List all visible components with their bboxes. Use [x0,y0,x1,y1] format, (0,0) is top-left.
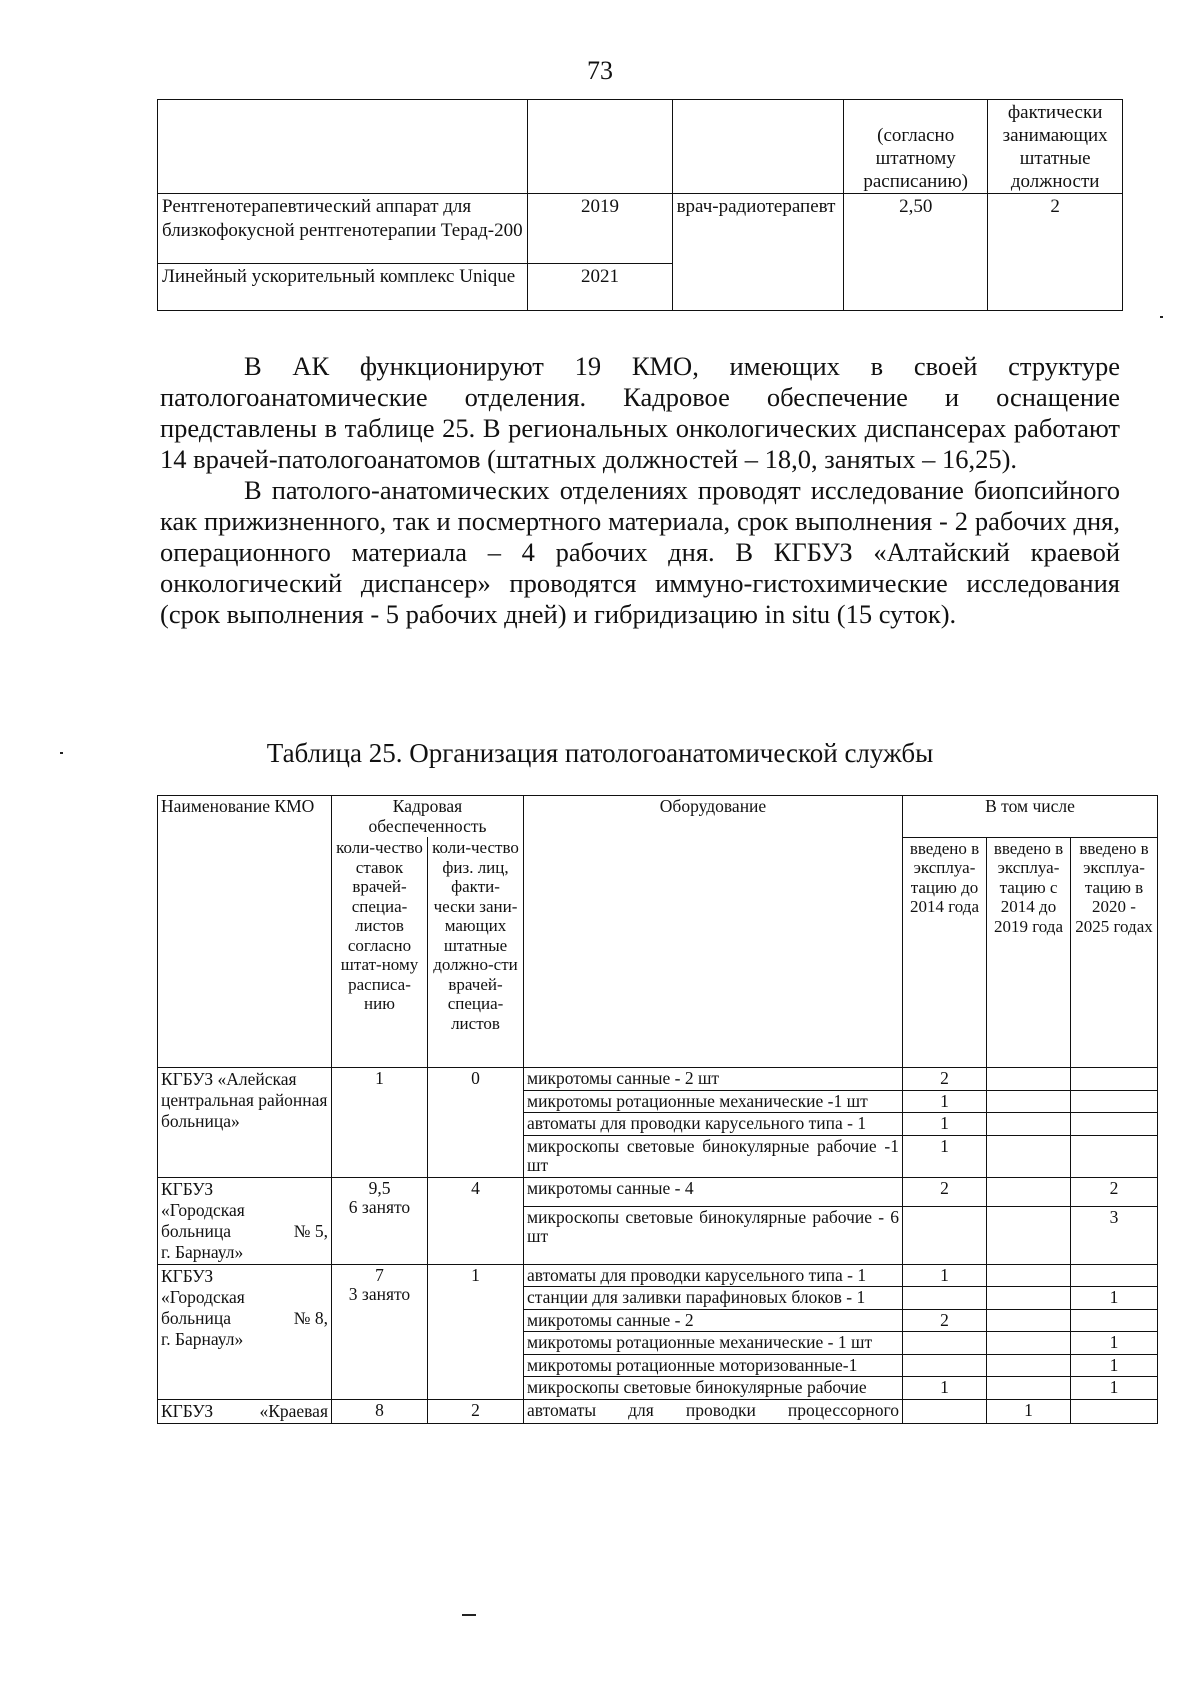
staff-rate: 2,50 [844,194,988,311]
top-table-header-row [158,100,1123,194]
header-row [158,796,1158,838]
value-2020-2025: 1 [1071,1377,1158,1400]
header-including: В том числе [903,796,1158,838]
table-row [158,1264,1158,1287]
header-2014-2019: введено в эксплуа-тацию с 2014 до 2019 года [987,837,1071,1068]
value-2020-2025: 2 [1071,1177,1158,1206]
value-2014-2019 [987,1177,1071,1206]
value-before-2014: 2 [903,1068,987,1091]
value-before-2014 [903,1206,987,1264]
value-2014-2019 [987,1068,1071,1091]
equipment-name: Рентгенотерапевтический аппарат для близкофокусной рентгенотерапии Терад-200 [158,194,528,264]
value-before-2014: 1 [903,1377,987,1400]
kmo-persons: 4 [428,1177,524,1264]
header-rates: коли-чество ставок врачей-специа-листов согласно штат-ному расписа-нию [332,837,428,1068]
value-before-2014: 1 [903,1090,987,1113]
value-2014-2019 [987,1090,1071,1113]
equipment-item: микроскопы световые бинокулярные рабочие - 6 шт [524,1206,903,1264]
equipment-name: Линейный ускорительный комплекс Unique [158,264,528,311]
value-2014-2019 [987,1354,1071,1377]
body-text [160,351,1120,630]
table-row [158,1399,1158,1423]
value-before-2014: 2 [903,1309,987,1332]
kmo-name: КГБУЗ «Краевая [158,1399,332,1423]
value-before-2014: 2 [903,1177,987,1206]
equipment-year: 2021 [528,264,672,311]
value-2014-2019 [987,1332,1071,1355]
value-2020-2025 [1071,1135,1158,1177]
kmo-name: КГБУЗ «Городская больница № 5, г. Барнаул» [158,1177,332,1264]
equipment-item: микроскопы световые бинокулярные рабочие [524,1377,903,1400]
value-2014-2019 [987,1113,1071,1136]
value-2014-2019 [987,1377,1071,1400]
equipment-item: микроскопы световые бинокулярные рабочие -1 шт [524,1135,903,1177]
paragraph-2: В патолого-анатомических отделениях проводят исследование биопсийного как прижизненного, так и посмертного материала, срок выполнения - 2 рабочих дня, операционного материала – 4 рабочих дня. В КГБУЗ «Алтайский краевой онкологический диспансер» проводятся иммуно-гистохимические исследования (срок выполнения - 5 рабочих дней) и гибридизацию in situ (15 суток). [160,475,1120,629]
value-2020-2025: 1 [1071,1287,1158,1310]
kmo-persons: 2 [428,1399,524,1423]
value-before-2014 [903,1287,987,1310]
equipment-item: микротомы ротационные моторизованные-1 [524,1354,903,1377]
value-2020-2025 [1071,1113,1158,1136]
value-before-2014 [903,1354,987,1377]
kmo-rates: 8 [332,1399,428,1423]
value-2014-2019 [987,1206,1071,1264]
specialist: врач-радиотерапевт [672,194,844,311]
kmo-name: КГБУЗ «Городская больница № 8, г. Барнаул» [158,1264,332,1399]
kmo-persons: 0 [428,1068,524,1178]
scan-speck [462,1614,476,1616]
top-equipment-table [157,99,1123,311]
equipment-item: микротомы санные - 4 [524,1177,903,1206]
equipment-item: микротомы санные - 2 шт [524,1068,903,1091]
equipment-item: станции для заливки парафиновых блоков - 1 [524,1287,903,1310]
table-row [158,194,1123,264]
staff-occupied: 2 [988,194,1123,311]
kmo-rates: 1 [332,1068,428,1178]
kmo-rates: 9,5 6 занято [332,1177,428,1264]
equipment-item: микротомы ротационные механические -1 шт [524,1090,903,1113]
rates-note: 6 занято [348,1197,411,1217]
paragraph-1: В АК функционируют 19 КМО, имеющих в своей структуре патологоанатомические отделения. Кадровое обеспечение и оснащение представлены в таблице 25. В региональных онкологических диспансерах работают 14 врачей-патологоанатомов (штатных должностей – 18,0, занятых – 16,25). [160,351,1120,474]
scan-speck [1160,316,1163,318]
value-2020-2025 [1071,1264,1158,1287]
value-2014-2019: 1 [987,1399,1071,1423]
value-2020-2025: 3 [1071,1206,1158,1264]
value-2014-2019 [987,1264,1071,1287]
value-2014-2019 [987,1287,1071,1310]
value-2020-2025 [1071,1090,1158,1113]
kmo-name: КГБУЗ «Алейская центральная районная больница» [158,1068,332,1178]
value-2020-2025: 1 [1071,1354,1158,1377]
equipment-item: автоматы для проводки процессорного [524,1399,903,1423]
value-2020-2025 [1071,1068,1158,1091]
table-row [158,1068,1158,1091]
kmo-rates: 7 3 занято [332,1264,428,1399]
page-number: 73 [587,56,613,85]
header-by-staff: (согласно штатному расписанию) [844,100,988,194]
header-equipment: Оборудование [524,796,903,1068]
header-staff: Кадровая обеспеченность [332,796,524,838]
header-persons: коли-чество физ. лиц, факти-чески зани-мающих штатные должно-сти врачей-специа-листов [428,837,524,1068]
header-2020-2025: введено в эксплуа-тацию в 2020 - 2025 годах [1071,837,1158,1068]
equipment-item: микротомы санные - 2 [524,1309,903,1332]
table-caption: Таблица 25. Организация патологоанатомической службы [266,738,934,768]
kmo-persons: 1 [428,1264,524,1399]
equipment-item: микротомы ротационные механические - 1 шт [524,1332,903,1355]
value-before-2014: 1 [903,1135,987,1177]
header-before-2014: введено в эксплуа-тацию до 2014 года [903,837,987,1068]
value-2020-2025 [1071,1399,1158,1423]
value-2014-2019 [987,1135,1071,1177]
value-before-2014: 1 [903,1264,987,1287]
header-name: Наименование КМО [158,796,332,1068]
rates-note: 3 занято [348,1284,411,1304]
value-2020-2025 [1071,1309,1158,1332]
pathology-service-table [157,795,1158,1424]
value-2014-2019 [987,1309,1071,1332]
equipment-item: автоматы для проводки карусельного типа - 1 [524,1113,903,1136]
value-2020-2025: 1 [1071,1332,1158,1355]
value-before-2014 [903,1332,987,1355]
equipment-year: 2019 [528,194,672,264]
value-before-2014: 1 [903,1113,987,1136]
scan-speck [60,752,63,754]
equipment-item: автоматы для проводки карусельного типа - 1 [524,1264,903,1287]
value-before-2014 [903,1399,987,1423]
header-actual: фактически занимающих штатные должности [988,100,1123,194]
table-row [158,1177,1158,1206]
